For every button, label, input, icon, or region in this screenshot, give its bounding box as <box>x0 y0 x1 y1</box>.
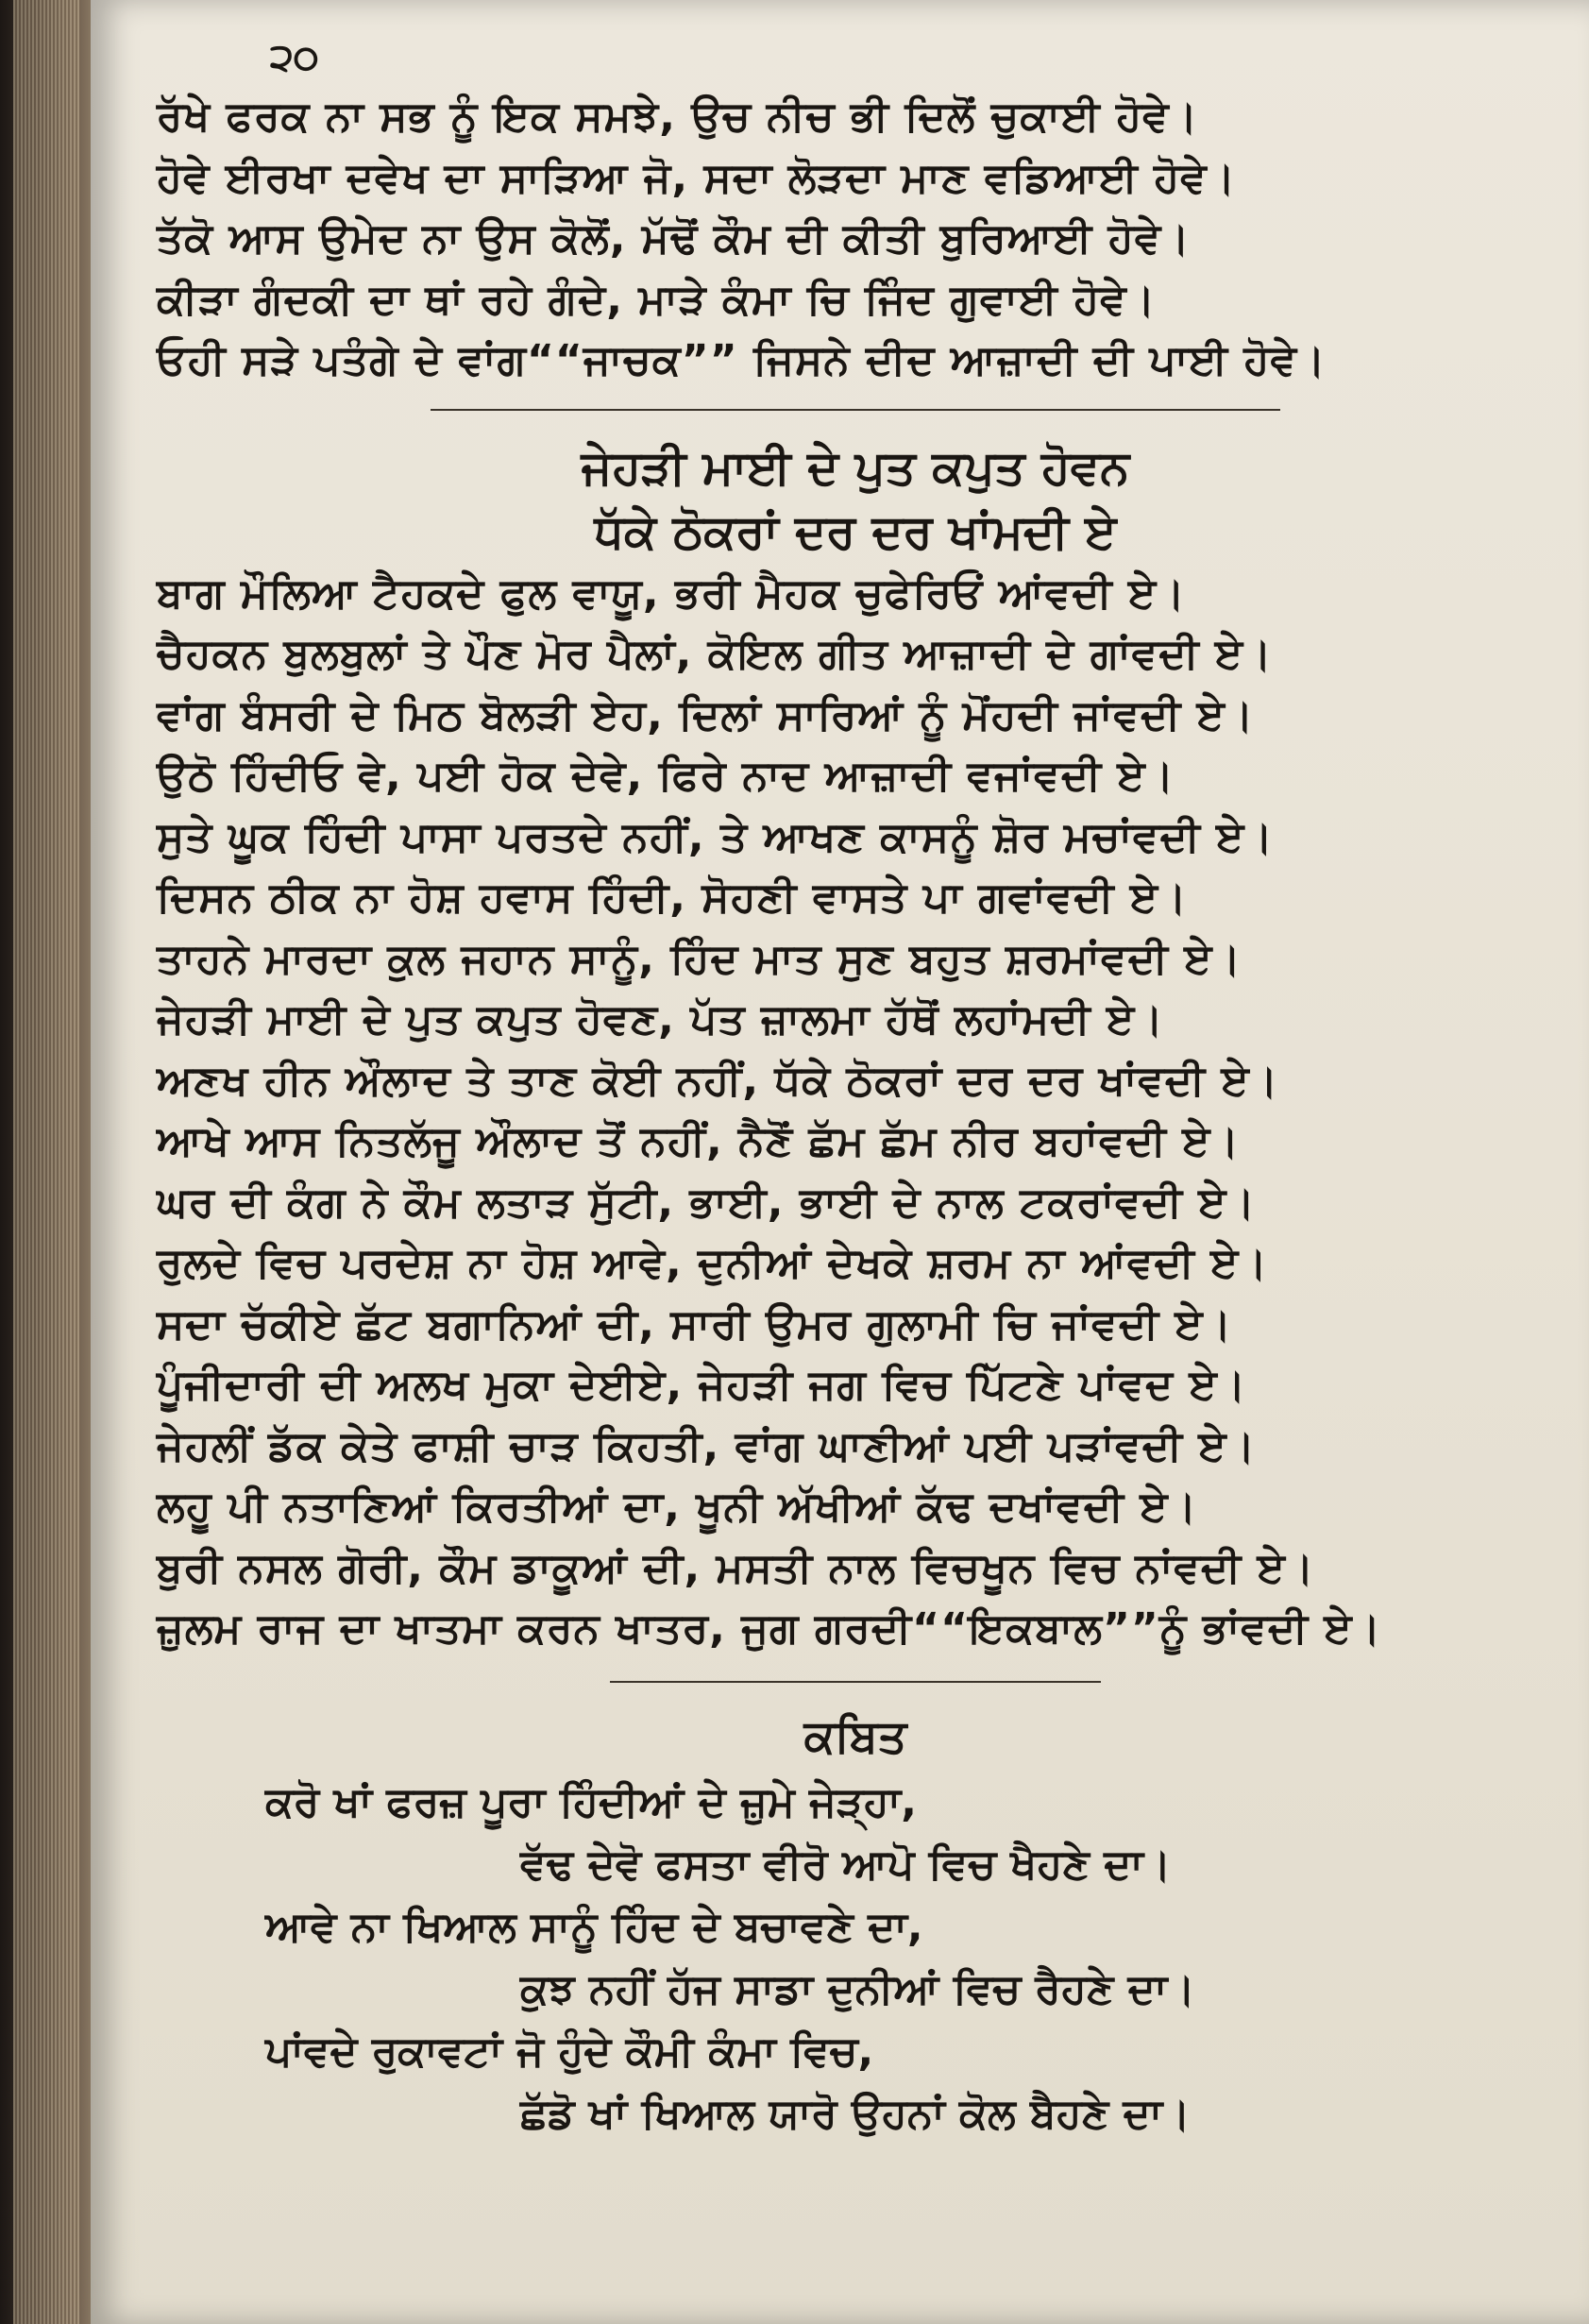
verse-line: ਅਣਖ ਹੀਨ ਔਲਾਦ ਤੇ ਤਾਣ ਕੋਈ ਨਹੀਂ, ਧੱਕੇ ਠੋਕਰਾਂ ਦਰ ਦਰ ਖਾਂਵਦੀ ਏ। <box>157 1056 1279 1105</box>
verse-line: ਘਰ ਦੀ ਕੰਗ ਨੇ ਕੌਮ ਲਤਾੜ ਸੁੱਟੀ, ਭਾਈ, ਭਾਈ ਦੇ ਨਾਲ ਟਕਰਾਂਵਦੀ ਏ। <box>157 1178 1257 1227</box>
page-edges <box>13 0 79 2324</box>
verse-line: ਰੱਖੇ ਫਰਕ ਨਾ ਸਭ ਨੂੰ ਇਕ ਸਮਝੇ, ਉਚ ਨੀਚ ਭੀ ਦਿਲੋਂ ਚੁਕਾਈ ਹੋਵੇ। <box>157 93 1199 141</box>
paper-page <box>91 0 1589 2324</box>
verse-line: ਬਾਗ ਮੌਲਿਆ ਟੈਹਕਦੇ ਫੁਲ ਵਾਯੂ, ਭਰੀ ਮੈਹਕ ਚੁਫੇਰਿਓਂ ਆਂਵਦੀ ਏ। <box>157 568 1186 618</box>
page-number: ੨੦ <box>270 36 319 79</box>
verse-line: ਦਿਸਨ ਠੀਕ ਨਾ ਹੋਸ਼ ਹਵਾਸ ਹਿੰਦੀ, ਸੋਹਣੀ ਵਾਸਤੇ ਪਾ ਗਵਾਂਵਦੀ ਏ। <box>157 874 1188 922</box>
verse-line: ਜੇਹੜੀ ਮਾਈ ਦੇ ਪੁਤ ਕਪੁਤ ਹੋਵਣ, ਪੱਤ ਜ਼ਾਲਮਾ ਹੱਥੋਂ ਲਹਾਂਮਦੀ ਏ। <box>157 995 1164 1043</box>
kabit-title: ਕਬਿਤ <box>803 1709 907 1763</box>
section-divider <box>431 409 1280 411</box>
kabit-line: ਆਵੇ ਨਾ ਖਿਆਲ ਸਾਨੂੰ ਹਿੰਦ ਦੇ ਬਚਾਵਣੇ ਦਾ, <box>265 1902 923 1951</box>
verse-line: ਆਖੇ ਆਸ ਨਿਤਲੱਜੂ ਔਲਾਦ ਤੋਂ ਨਹੀਂ, ਨੈਣੋਂ ਛੱਮ ਛੱਮ ਨੀਰ ਬਹਾਂਵਦੀ ਏ। <box>157 1117 1241 1165</box>
stanza-2 <box>157 564 1554 1660</box>
stanza-1 <box>157 87 1554 392</box>
kabit-line: ਕਰੋ ਖਾਂ ਫਰਜ਼ ਪੂਰਾ ਹਿੰਦੀਆਂ ਦੇ ਜ਼ੁਮੇ ਜੇੜ੍ਹਾ, <box>265 1777 917 1826</box>
verse-line: ਤੱਕੋ ਆਸ ਉਮੇਦ ਨਾ ਉਸ ਕੋਲੋਂ, ਮੱਢੋਂ ਕੌਮ ਦੀ ਕੀਤੀ ਬੁਰਿਆਈ ਹੋਵੇ। <box>157 214 1191 263</box>
verse-line: ਚੈਹਕਨ ਬੁਲਬੁਲਾਂ ਤੇ ਪੌਣ ਮੋਰ ਪੈਲਾਂ, ਕੋਇਲ ਗੀਤ ਆਜ਼ਾਦੀ ਦੇ ਗਾਂਵਦੀ ਏ। <box>157 630 1273 678</box>
verse-line: ਤਾਹਨੇ ਮਾਰਦਾ ਕੁਲ ਜਹਾਨ ਸਾਨੂੰ, ਹਿੰਦ ਮਾਤ ਸੁਣ ਬਹੁਤ ਸ਼ਰਮਾਂਵਦੀ ਏ। <box>157 934 1242 983</box>
kabit-stanza <box>157 1772 1554 2146</box>
verse-line: ਉਠੋ ਹਿੰਦੀਓ ਵੇ, ਪਈ ਹੋਕ ਦੇਵੇ, ਫਿਰੇ ਨਾਦ ਆਜ਼ਾਦੀ ਵਜਾਂਵਦੀ ਏ। <box>157 752 1175 800</box>
verse-line: ਕੀੜਾ ਗੰਦਕੀ ਦਾ ਥਾਂ ਰਹੇ ਗੰਦੇ, ਮਾੜੇ ਕੰਮਾ ਚਿ ਜਿੰਦ ਗੁਵਾਈ ਹੋਵੇ। <box>157 275 1157 324</box>
verse-line: ਓਹੀ ਸੜੇ ਪਤੰਗੇ ਦੇ ਵਾਂਗ““ਜਾਚਕ”” ਜਿਸਨੇ ਦੀਦ ਆਜ਼ਾਦੀ ਦੀ ਪਾਈ ਹੋਵੇ। <box>157 336 1327 384</box>
section-heading-line-1: ਜੇਹੜੀ ਮਾਈ ਦੇ ਪੁਤ ਕਪੁਤ ਹੋਵਨ <box>581 439 1130 495</box>
verse-line: ਹੋਵੇ ਈਰਖਾ ਦਵੇਖ ਦਾ ਸਾੜਿਆ ਜੋ, ਸਦਾ ਲੋੜਦਾ ਮਾਣ ਵਡਿਆਈ ਹੋਵੇ। <box>157 153 1237 202</box>
verse-line: ਜ਼ੁਲਮ ਰਾਜ ਦਾ ਖਾਤਮਾ ਕਰਨ ਖਾਤਰ, ਜੁਗ ਗਰਦੀ““ਇਕਬਾਲ””ਨੂੰ ਭਾਂਵਦੀ ਏ। <box>157 1604 1382 1653</box>
kabit-line: ਵੱਢ ਦੇਵੋ ਫਸਤਾ ਵੀਰੋ ਆਪੋ ਵਿਚ ਖੈਹਣੇ ਦਾ। <box>520 1840 1172 1889</box>
verse-line: ਰੁਲਦੇ ਵਿਚ ਪਰਦੇਸ਼ ਨਾ ਹੋਸ਼ ਆਵੇ, ਦੁਨੀਆਂ ਦੇਖਕੇ ਸ਼ਰਮ ਨਾ ਆਂਵਦੀ ਏ। <box>157 1239 1269 1287</box>
verse-line: ਸਦਾ ਚੱਕੀਏ ਛੱਟ ਬਗਾਨਿਆਂ ਦੀ, ਸਾਰੀ ਉਮਰ ਗੁਲਾਮੀ ਚਿ ਜਾਂਵਦੀ ਏ। <box>157 1299 1233 1349</box>
verse-line: ਲਹੂ ਪੀ ਨਤਾਣਿਆਂ ਕਿਰਤੀਆਂ ਦਾ, ਖੂਨੀ ਅੱਖੀਆਂ ਕੱਢ ਦਖਾਂਵਦੀ ਏ। <box>157 1483 1198 1531</box>
kabit-line: ਕੁਝ ਨਹੀਂ ਹੱਜ ਸਾਡਾ ਦੁਨੀਆਂ ਵਿਚ ਰੈਹਣੇ ਦਾ। <box>520 1964 1196 2013</box>
verse-line: ਵਾਂਗ ਬੰਸਰੀ ਦੇ ਮਿਠ ਬੋਲੜੀ ਏਹ, ਦਿਲਾਂ ਸਾਰਿਆਂ ਨੂੰ ਮੋਂਹਦੀ ਜਾਂਵਦੀ ਏ। <box>157 690 1255 739</box>
verse-line: ਸੁਤੇ ਘੂਕ ਹਿੰਦੀ ਪਾਸਾ ਪਰਤਦੇ ਨਹੀਂ, ਤੇ ਆਖਣ ਕਾਸਨੂੰ ਸ਼ੋਰ ਮਚਾਂਵਦੀ ਏ। <box>157 812 1275 861</box>
section-heading-line-2: ਧੱਕੇ ਠੋਕਰਾਂ ਦਰ ਦਰ ਖਾਂਮਦੀ ਏ <box>594 503 1117 559</box>
page-content <box>157 28 1554 2146</box>
section-divider <box>610 1681 1101 1683</box>
kabit-line: ਛੱਡੋ ਖਾਂ ਖਿਆਲ ਯਾਰੋ ਉਹਨਾਂ ਕੋਲ ਬੈਹਣੇ ਦਾ। <box>520 2089 1191 2138</box>
verse-line: ਜੇਹਲੀਂ ਡੱਕ ਕੇਤੇ ਫਾਸ਼ੀ ਚਾੜ ਕਿਹਤੀ, ਵਾਂਗ ਘਾਣੀਆਂ ਪਈ ਪੜਾਂਵਦੀ ਏ। <box>157 1421 1257 1470</box>
verse-line: ਬੁਰੀ ਨਸਲ ਗੋਰੀ, ਕੌਮ ਡਾਕੂਆਂ ਦੀ, ਮਸਤੀ ਨਾਲ ਵਿਚਖੂਨ ਵਿਚ ਨਾਂਵਦੀ ਏ। <box>157 1543 1315 1592</box>
kabit-line: ਪਾਂਵਦੇ ਰੁਕਾਵਟਾਂ ਜੋ ਹੁੰਦੇ ਕੌਮੀ ਕੰਮਾ ਵਿਚ, <box>265 2027 874 2076</box>
verse-line: ਪੂੰਜੀਦਾਰੀ ਦੀ ਅਲਖ ਮੁਕਾ ਦੇਈਏ, ਜੇਹੜੀ ਜਗ ਵਿਚ ਪਿੱਟਣੇ ਪਾਂਵਦ ਏ। <box>157 1361 1247 1409</box>
